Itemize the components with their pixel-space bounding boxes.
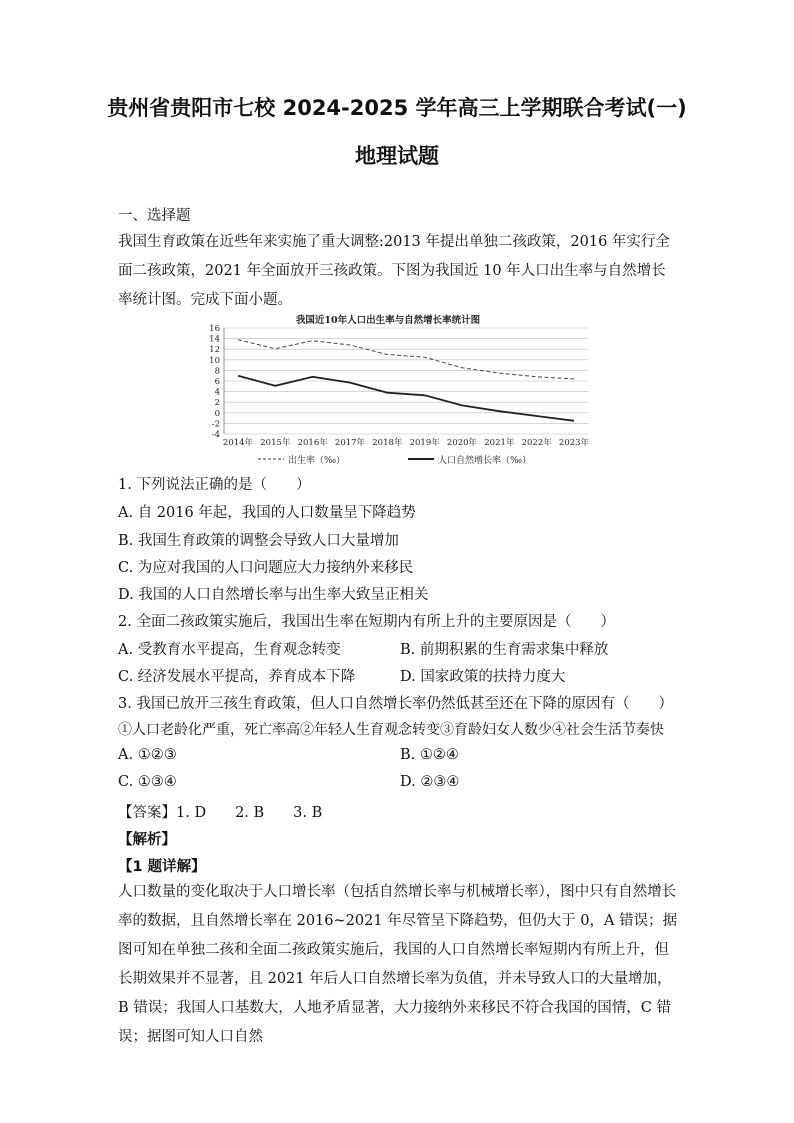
q2-option-d: D. 国家政策的扶持力度大: [400, 669, 566, 685]
y-tick-label: 14: [209, 334, 220, 345]
q1-option-b: B. 我国生育政策的调整会导致人口大量增加: [118, 533, 399, 549]
q3-option-a: A. ①②③: [118, 747, 177, 763]
q1-detail-heading: 【1 题详解】: [118, 859, 206, 875]
doc-subtitle: 地理试题: [355, 144, 439, 168]
y-tick-label: 10: [209, 355, 220, 366]
q3-option-c: C. ①③④: [118, 774, 177, 790]
y-tick-label: 2: [214, 398, 220, 409]
q1-option-c: C. 为应对我国的人口问题应大力接纳外来移民: [118, 560, 414, 576]
q2-option-c: C. 经济发展水平提高，养育成本下降: [118, 669, 356, 685]
q2-stem: 2. 全面二孩政策实施后，我国出生率在短期内有所上升的主要原因是（ ）: [118, 614, 615, 630]
q1-option-d: D. 我国的人口自然增长率与出生率大致呈正相关: [118, 587, 429, 603]
q2-option-a: A. 受教育水平提高，生育观念转变: [118, 642, 341, 658]
x-tick-label: 2017年: [334, 438, 366, 448]
analysis-heading: 【解析】: [118, 832, 176, 848]
y-tick-label: 8: [214, 366, 220, 377]
q3-option-b: B. ①②④: [400, 747, 459, 763]
x-tick-labels: [223, 437, 590, 448]
y-tick-label: 0: [214, 408, 220, 419]
x-tick-label: 2023年: [558, 438, 590, 448]
q1-stem: 1. 下列说法正确的是（ ）: [118, 477, 311, 493]
legend-birth-label: 出生率（‰）: [288, 456, 346, 466]
y-tick-label: -2: [211, 419, 220, 430]
y-tick-label: 4: [214, 387, 220, 398]
birth-rate-line: [238, 340, 574, 379]
natural-growth-line: [238, 376, 574, 421]
x-tick-label: 2019年: [409, 438, 440, 448]
x-tick-label: 2016年: [297, 438, 328, 448]
q1-option-a: A. 自 2016 年起，我国的人口数量呈下降趋势: [118, 505, 416, 521]
x-tick-label: 2022年: [521, 438, 552, 448]
x-tick-label: 2014年: [222, 438, 254, 448]
legend-natural-label: 人口自然增长率（‰）: [438, 456, 532, 466]
line-chart: [198, 312, 598, 467]
explanation-paragraph: 人口数量的变化取决于人口增长率（包括自然增长率与机械增长率），图中只有自然增长率的数据，且自然增长率在 2016~2021 年尽管呈下降趋势，但仍大于 0，A 错误；据图可知在单独二孩和全面二孩政策实施后，我国的人口自然增长率短期内有所上升，但长期效果并不显著，且 2021 年后人口自然增长率为负值，并未导致人口的大量增加，B 错误；我国人口基数大，人地矛盾显著，大力接纳外来移民不符合我国的国情，C 错误；据图可知人口自然: [118, 884, 678, 1045]
chart-grid: [224, 328, 588, 434]
y-tick-labels: [209, 324, 220, 440]
q3-stem: 3. 我国已放开三孩生育政策，但人口自然增长率仍然低甚至还在下降的原因有（ ）: [118, 696, 673, 712]
q2-option-b: B. 前期积累的生育需求集中释放: [400, 642, 609, 658]
x-tick-label: 2018年: [372, 438, 403, 448]
y-tick-label: 12: [209, 345, 220, 356]
q3-option-d: D. ②③④: [400, 774, 460, 790]
x-tick-label: 2015年: [260, 438, 291, 448]
x-tick-label: 2021年: [484, 438, 515, 448]
intro-paragraph: 我国生育政策在近些年来实施了重大调整:2013 年提出单独二孩政策，2016 年实行全面二孩政策，2021 年全面放开三孩政策。下图为我国近 10 年人口出生率与自然增长率统计图。完成下面小题。: [118, 234, 670, 308]
y-tick-label: -4: [211, 430, 220, 440]
answer-line: 【答案】1. D 2. B 3. B: [118, 805, 323, 821]
q3-items: ①人口老龄化严重，死亡率高②年轻人生育观念转变③育龄妇女人数少④社会生活节奏快: [118, 722, 664, 738]
x-tick-label: 2020年: [446, 438, 478, 448]
chart-title: 我国近10年人口出生率与自然增长率统计图: [295, 315, 481, 326]
chart-series: [238, 340, 574, 421]
chart-legend: [258, 454, 531, 466]
y-tick-label: 16: [209, 324, 220, 334]
doc-title: 贵州省贵阳市七校 2024-2025 学年高三上学期联合考试(一): [107, 96, 687, 120]
y-tick-label: 6: [214, 377, 220, 387]
section-heading: 一、选择题: [118, 208, 191, 224]
